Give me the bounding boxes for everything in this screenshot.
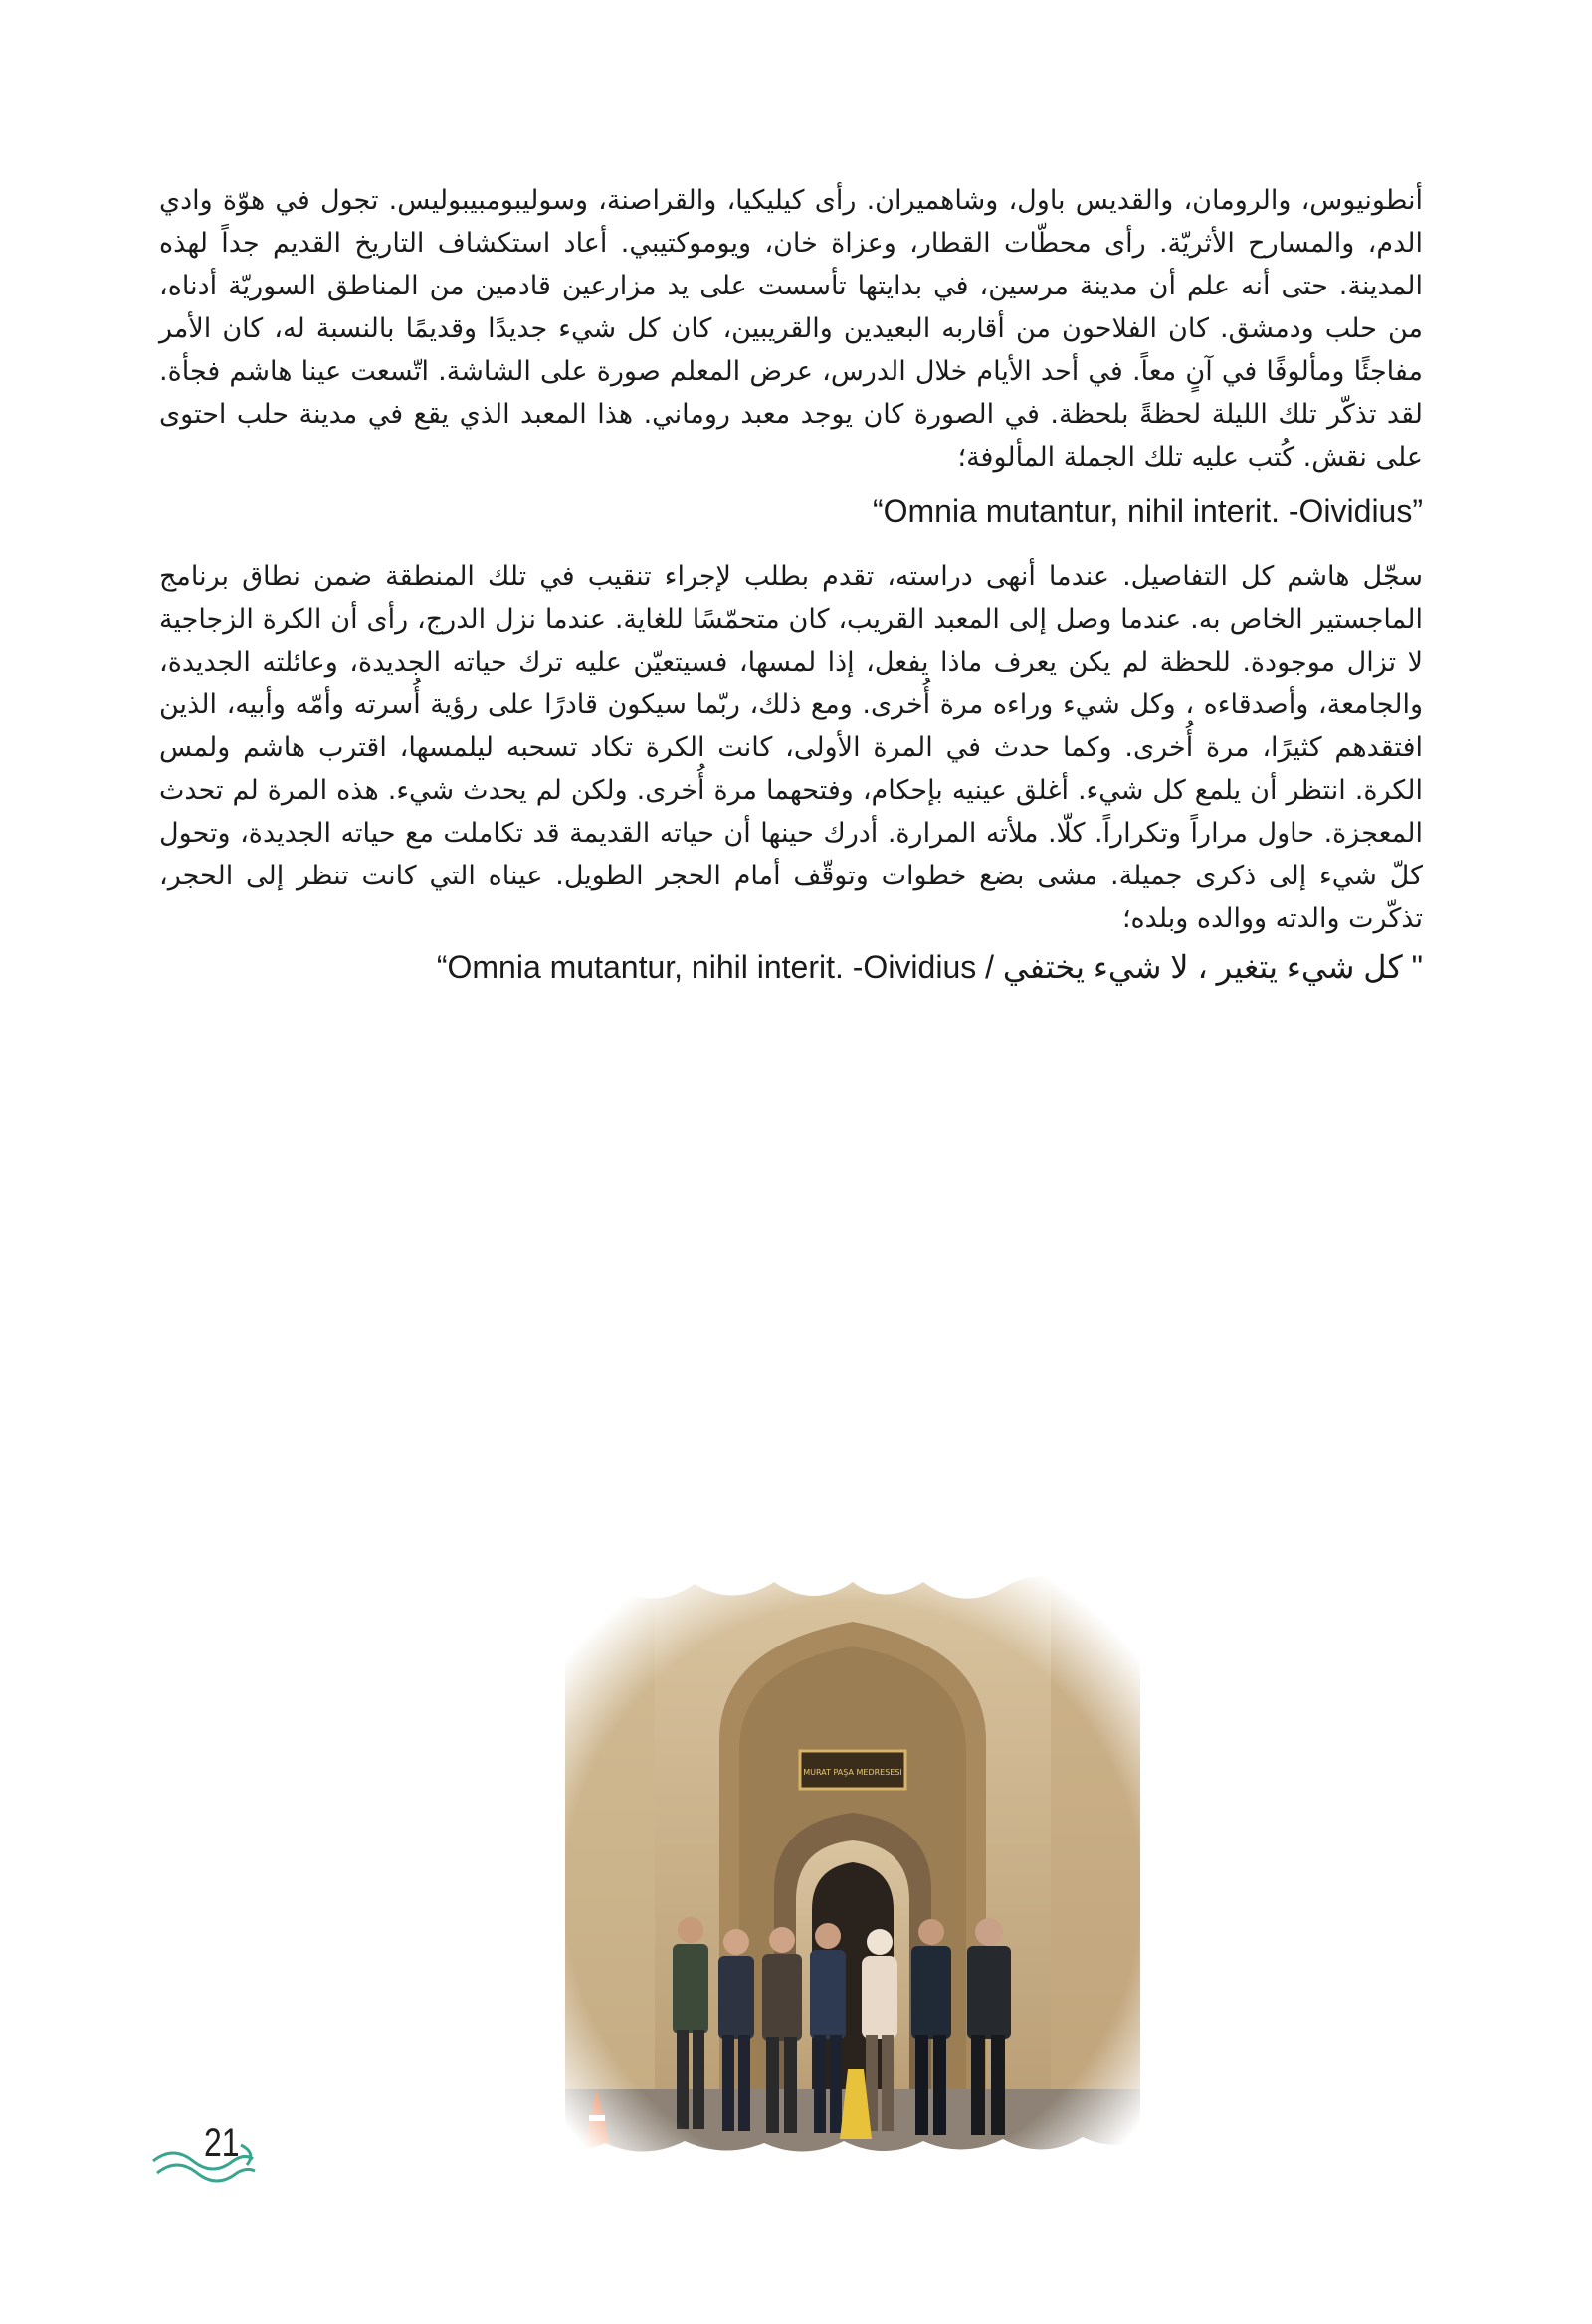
latin-quote-1: “Omnia mutantur, nihil interit. -Oividius” [872,493,1423,529]
paragraph-2: سجّل هاشم كل التفاصيل. عندما أنهى دراسته، تقدم بطلب لإجراء تنقيب في تلك المنطقة ضمن نطاق برنامج الماجستير الخاص به. عندما وصل إلى المعبد القريب، كان متحمّسًا للغاية. عندما نزل الدرج، رأى أن الكرة الزجاجية لا تزال موجودة. للحظة لم يكن يعرف ماذا يفعل، إذا لمسها، فسيتعيّن عليه ترك حياته الجديدة، وعائلته الجديدة، والجامعة، وأصدقاءه ، وكل شيء وراءه مرة أُخرى. ومع ذلك، ربّما سيكون قادرًا على رؤية أُسرته وأمّه وأبيه، الذين افتقدهم كثيرًا، مرة أُخرى. وكما حدث في المرة الأولى، كانت الكرة تكاد تسحبه ليلمسها، اقترب هاشم ولمس الكرة. انتظر أن يلمع كل شيء. أغلق عينيه بإحكام، وفتحهما مرة أُخرى. ولكن لم يحدث شيء. هذه المرة لم تحدث المعجزة. حاول مراراً وتكراراً. كلّا. ملأته المرارة. أدرك حينها أن حياته القديمة قد تكاملت مع حياته الجديدة، وتحول كلّ شيء إلى ذكرى جميلة. مشى بضع خطوات وتوقّف أمام الحجر الطويل. عيناه التي كانت تنظر إلى الحجر، تذكّرت والدته ووالده وبلده؛ [159,561,1423,934]
paragraph-1: أنطونيوس، والرومان، والقديس باول، وشاهميران. رأى كيليكيا، والقراصنة، وسوليبومبيبوليس. تجول في هوّة وادي الدم، والمسارح الأثريّة. رأى محطّات القطار، وعزاة خان، ويوموكتيبي. أعاد استكشاف التاريخ القديم جداً لهذه المدينة. حتى أنه علم أن مدينة مرسين، في بدايتها تأسست على يد مزارعين قادمين من المناطق السوريّة أدناه، من حلب ودمشق. كان الفلاحون من أقاربه البعيدين والقريبين، كان كل شيء جديدًا وقديمًا بالنسبة له، كان الأمر مفاجئًا ومألوفًا في آنٍ معاً. في أحد الأيام خلال الدرس، عرض المعلم صورة على الشاشة. اتّسعت عينا هاشم فجأة. لقد تذكّر تلك الليلة لحظةً بلحظة. في الصورة كان يوجد معبد روماني. هذا المعبد الذي يقع في مدينة حلب احتوى على نقش. كُتب عليه تلك الجملة المألوفة؛ [159,185,1423,473]
quote-arabic: " كل شيء يتغير ، لا شيء يختفي / [985,949,1423,985]
quote-latin: “Omnia mutantur, nihil interit. -Oividius [436,949,977,985]
wave-ornament-icon [149,2131,259,2191]
group-photo-medrese-entrance [545,1552,1160,2171]
bilingual-quote [437,948,1423,986]
page-number: 21 [204,2121,240,2165]
